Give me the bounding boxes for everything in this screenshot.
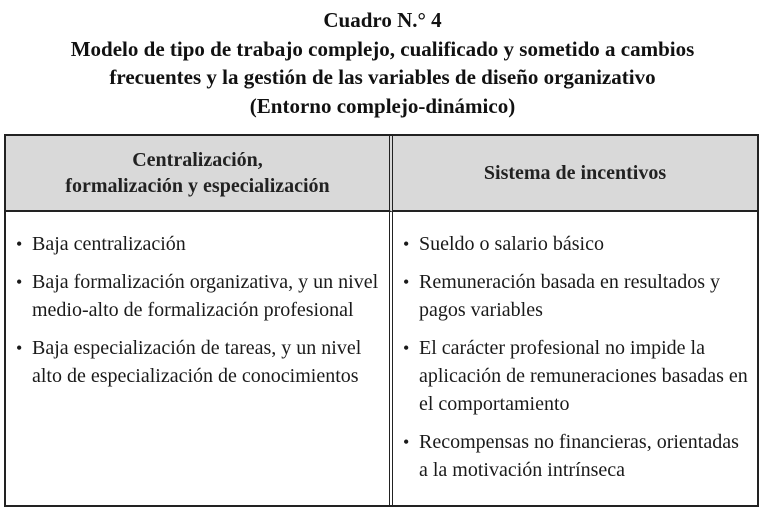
bullet-icon: • xyxy=(16,234,23,254)
list-item-text: Baja especialización de tareas, y un nivel alto de especialización de conocimientos xyxy=(32,337,362,387)
list-item-text: Remuneración basada en resultados y pagos variables xyxy=(419,271,721,321)
caption-title-line-3: (Entorno complejo-dinámico) xyxy=(249,93,516,118)
list-item xyxy=(403,334,749,418)
header-right: Sistema de incentivos xyxy=(393,136,757,212)
list-item-text: Baja formalización organizativa, y un nivel medio-alto de formalización profesional xyxy=(32,271,379,321)
list-item xyxy=(403,268,749,324)
left-column-cell xyxy=(6,212,393,505)
list-item xyxy=(403,230,749,258)
list-item xyxy=(16,268,381,324)
bullet-icon: • xyxy=(403,234,410,254)
list-item xyxy=(16,230,381,258)
bullet-icon: • xyxy=(403,272,410,292)
header-left-line-1: Centralización, xyxy=(132,149,263,171)
list-item-text: Recompensas no financieras, orientadas a la motivación intrínseca xyxy=(419,431,739,481)
caption-title-line-2: frecuentes y la gestión de las variables de diseño organizativo xyxy=(109,65,656,89)
table-caption xyxy=(0,6,765,120)
model-table xyxy=(4,134,759,507)
bullet-icon: • xyxy=(403,432,410,452)
bullet-icon: • xyxy=(403,338,410,358)
header-left-line-2: formalización y especialización xyxy=(65,175,330,197)
right-column-cell xyxy=(393,212,757,505)
caption-title-line-1: Modelo de tipo de trabajo complejo, cualificado y sometido a cambios xyxy=(70,36,695,61)
list-item-text: Sueldo o salario básico xyxy=(419,233,604,255)
list-item-text: Baja centralización xyxy=(32,233,186,255)
list-item xyxy=(403,428,749,484)
bullet-icon: • xyxy=(16,338,23,358)
list-item xyxy=(16,334,381,390)
left-bullet-list xyxy=(16,230,381,390)
list-item-text: El carácter profesional no impide la aplicación de remuneraciones basadas en el comportamiento xyxy=(419,337,748,415)
header-left xyxy=(6,136,393,212)
bullet-icon: • xyxy=(16,272,23,292)
caption-number: Cuadro N.° 4 xyxy=(323,8,442,32)
right-bullet-list xyxy=(403,230,749,484)
